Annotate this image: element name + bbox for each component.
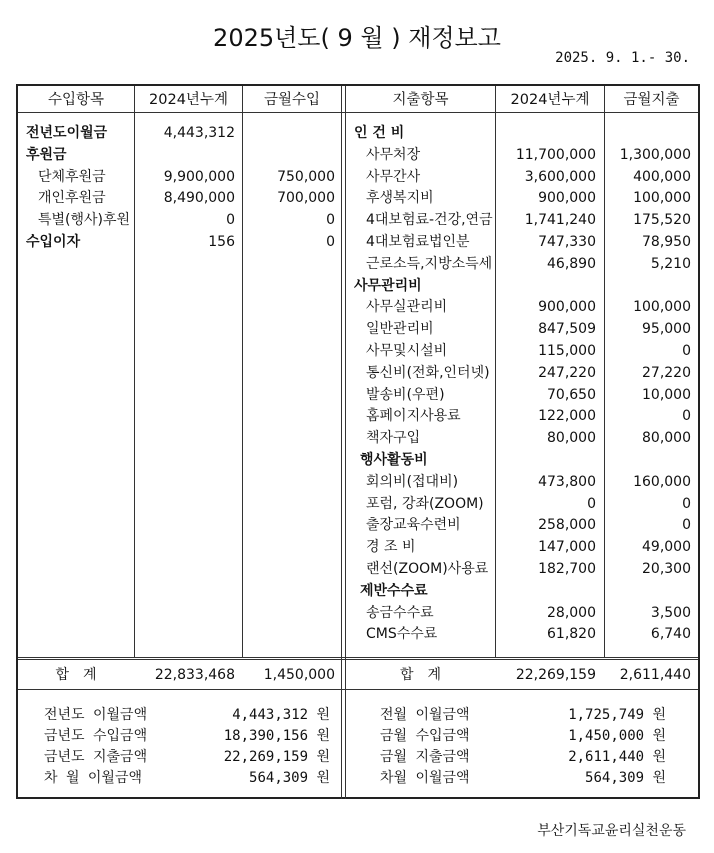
income-item-month: 0: [326, 234, 335, 250]
summary-left-label: 금년도 수입금액: [44, 728, 148, 744]
expense-item-month: 100,000: [633, 190, 691, 207]
expense-item-month: 20,300: [642, 561, 691, 577]
expense-item-month: 100,000: [633, 299, 691, 316]
expense-item-label: 사무관리비: [354, 277, 422, 294]
expense-item-cum: 258,000: [538, 517, 596, 534]
expense-item-label: 사무간사: [366, 168, 421, 185]
income-item-month: 700,000: [277, 190, 335, 207]
expense-item-cum: 115,000: [538, 343, 596, 359]
expense-item-cum: 747,330: [538, 234, 596, 250]
expense-item-label: 사무처장: [366, 146, 421, 163]
expense-item-label: 책자구입: [366, 430, 421, 447]
summary-right-value: 1,725,749 원: [568, 707, 666, 723]
expense-item-month: 1,300,000: [619, 146, 691, 163]
summary-left-label: 금년도 지출금액: [44, 749, 148, 765]
header-expense-item: 지출항목: [392, 92, 449, 108]
expense-item-month: 400,000: [633, 168, 691, 185]
expense-item-cum: 61,820: [547, 626, 596, 643]
income-item-label: 수입이자: [26, 234, 81, 250]
summary-right-label: 차월 이월금액: [380, 770, 470, 786]
expense-item-cum: 46,890: [547, 255, 596, 272]
expense-item-label: 행사활동비: [360, 452, 428, 468]
summary-left-label: 차 월 이월금액: [44, 770, 143, 786]
expense-item-label: 인 건 비: [354, 125, 405, 141]
summary-right-value: 2,611,440 원: [568, 749, 666, 765]
expense-item-label: 사무및시설비: [366, 343, 448, 359]
expense-item-month: 95,000: [642, 321, 691, 338]
header-income-item: 수입항목: [47, 92, 105, 108]
summary-left-value: 18,390,156 원: [223, 728, 330, 744]
income-item-cum: 0: [226, 212, 235, 229]
expense-item-label: 근로소득,지방소득세: [366, 255, 493, 272]
expense-total-month: 2,611,440: [619, 667, 691, 683]
expense-item-label: 홈페이지사용료: [366, 408, 461, 425]
summary-left-value: 564,309 원: [249, 770, 330, 786]
expense-item-month: 160,000: [633, 473, 691, 490]
expense-item-label: 사무실관리비: [366, 299, 448, 316]
expense-item-cum: 147,000: [538, 539, 596, 556]
expense-item-cum: 0: [587, 495, 596, 512]
expense-item-month: 175,520: [633, 212, 691, 229]
income-item-cum: 8,490,000: [163, 190, 235, 207]
expense-item-label: 제반수수료: [360, 582, 428, 599]
expense-item-month: 5,210: [650, 255, 691, 272]
expense-item-cum: 80,000: [547, 430, 596, 447]
expense-item-cum: 3,600,000: [524, 168, 596, 185]
report-title: 2025년도( 9 월 ) 재정보고: [213, 24, 501, 52]
income-item-cum: 9,900,000: [163, 168, 235, 185]
income-total-label: 합 계: [55, 667, 97, 683]
expense-item-label: 출장교육수련비: [366, 517, 461, 534]
summary-right-label: 금월 수입금액: [380, 728, 470, 744]
expense-item-label: CMS수수료: [366, 626, 438, 643]
finance-table: [16, 84, 700, 799]
income-total-month: 1,450,000: [263, 667, 335, 683]
expense-item-month: 0: [682, 517, 691, 534]
header-income-month: 금월수입: [263, 92, 321, 108]
income-item-label: 개인후원금: [38, 190, 106, 207]
organization-name: 부산기독교윤리실천운동: [537, 823, 686, 839]
expense-total-cum: 22,269,159: [515, 667, 596, 683]
income-item-label: 단체후원금: [38, 168, 106, 185]
summary-left-value: 4,443,312 원: [232, 707, 330, 723]
expense-item-cum: 28,000: [547, 604, 596, 621]
header-income-cum: 2024년누계: [149, 92, 228, 108]
expense-item-month: 49,000: [642, 539, 691, 556]
expense-item-cum: 182,700: [538, 561, 596, 577]
income-item-month: 750,000: [277, 168, 335, 185]
income-item-month: 0: [326, 212, 335, 229]
expense-item-cum: 122,000: [538, 408, 596, 425]
income-item-label: 전년도이월금: [26, 125, 108, 141]
expense-item-month: 0: [682, 495, 691, 512]
summary-left-value: 22,269,159 원: [223, 749, 330, 765]
expense-item-label: 4대보험료법인분: [366, 234, 470, 250]
expense-item-month: 10,000: [642, 386, 691, 403]
header-expense-cum: 2024년누계: [510, 92, 590, 108]
income-item-cum: 156: [208, 234, 235, 250]
expense-item-label: 일반관리비: [366, 321, 434, 338]
summary-right-value: 564,309 원: [585, 770, 666, 786]
income-item-label: 후원금: [26, 146, 67, 163]
expense-item-label: 경 조 비: [366, 539, 416, 556]
expense-item-cum: 473,800: [538, 473, 596, 490]
report-period: 2025. 9. 1.- 30.: [555, 50, 690, 66]
expense-item-month: 6,740: [650, 626, 691, 643]
summary-right-value: 1,450,000 원: [568, 728, 666, 744]
summary-right-label: 금월 지출금액: [380, 749, 470, 765]
expense-item-cum: 900,000: [538, 299, 596, 316]
header-expense-month: 금월지출: [623, 92, 680, 108]
expense-item-cum: 1,741,240: [524, 212, 596, 229]
income-total-cum: 22,833,468: [154, 667, 235, 683]
expense-item-label: 송금수수료: [366, 604, 434, 621]
expense-item-cum: 847,509: [538, 321, 596, 338]
expense-item-label: 랜선(ZOOM)사용료: [366, 561, 489, 577]
expense-item-cum: 70,650: [547, 386, 596, 403]
income-item-label: 특별(행사)후원: [38, 212, 131, 229]
expense-item-label: 회의비(접대비): [366, 473, 459, 490]
expense-item-month: 0: [682, 408, 691, 425]
expense-item-cum: 900,000: [538, 190, 596, 207]
income-item-cum: 4,443,312: [163, 125, 235, 141]
expense-item-month: 3,500: [650, 604, 691, 621]
expense-item-month: 80,000: [642, 430, 691, 447]
expense-item-label: 4대보험료-건강,연금: [366, 212, 493, 229]
expense-item-month: 78,950: [642, 234, 691, 250]
expense-item-cum: 11,700,000: [515, 146, 596, 163]
expense-item-label: 후생복지비: [366, 190, 434, 207]
expense-item-label: 포럼, 강좌(ZOOM): [366, 495, 484, 512]
expense-item-cum: 247,220: [538, 364, 596, 381]
expense-item-month: 0: [682, 343, 691, 359]
summary-right-label: 전월 이월금액: [380, 707, 470, 723]
expense-total-label: 합 계: [399, 667, 442, 683]
expense-item-label: 통신비(전화,인터넷): [366, 364, 490, 381]
expense-item-label: 발송비(우편): [366, 386, 445, 403]
summary-left-label: 전년도 이월금액: [44, 707, 148, 723]
expense-item-month: 27,220: [642, 364, 691, 381]
